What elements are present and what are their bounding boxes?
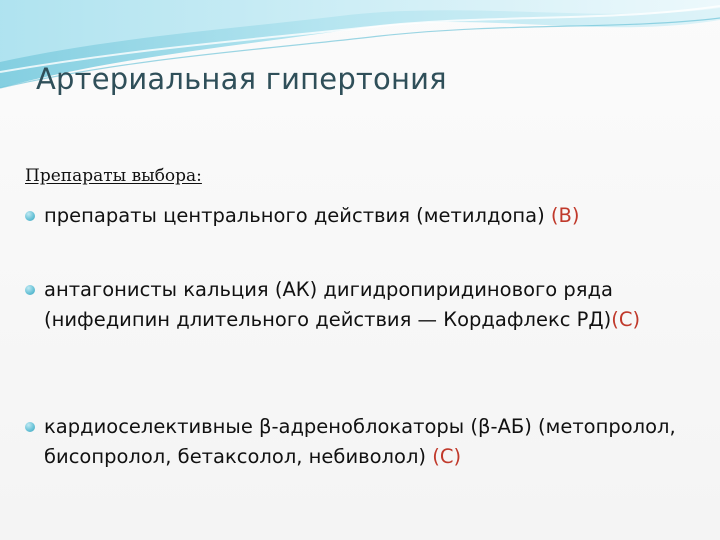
drugs-of-choice-subtitle: Препараты выбора: xyxy=(25,166,202,186)
list-item-label: кардиоселективные β-адреноблокаторы (β-АБ) (метопролол, бисопролол, бетаксолол, небиволол) xyxy=(44,415,676,468)
evidence-grade: (С) xyxy=(432,445,462,468)
evidence-grade: (С) xyxy=(611,308,641,331)
list-item-label: антагонисты кальция (АК) дигидропиридинового ряда (нифедипин длительного действия — Кордафлекс РД) xyxy=(44,278,613,331)
list-item-text xyxy=(25,275,705,335)
round-bullet-icon xyxy=(25,211,35,221)
evidence-grade: (В) xyxy=(550,204,580,227)
header-wave-decoration xyxy=(0,0,720,120)
list-item-text xyxy=(25,412,705,472)
list-item xyxy=(25,412,705,472)
list-item xyxy=(25,275,705,335)
list-item-text xyxy=(25,201,705,231)
list-item-label: препараты центрального действия (метилдопа) xyxy=(44,204,551,227)
round-bullet-icon xyxy=(25,422,35,432)
list-item xyxy=(25,201,705,231)
round-bullet-icon xyxy=(25,285,35,295)
slide-title: Артериальная гипертония xyxy=(36,62,447,96)
